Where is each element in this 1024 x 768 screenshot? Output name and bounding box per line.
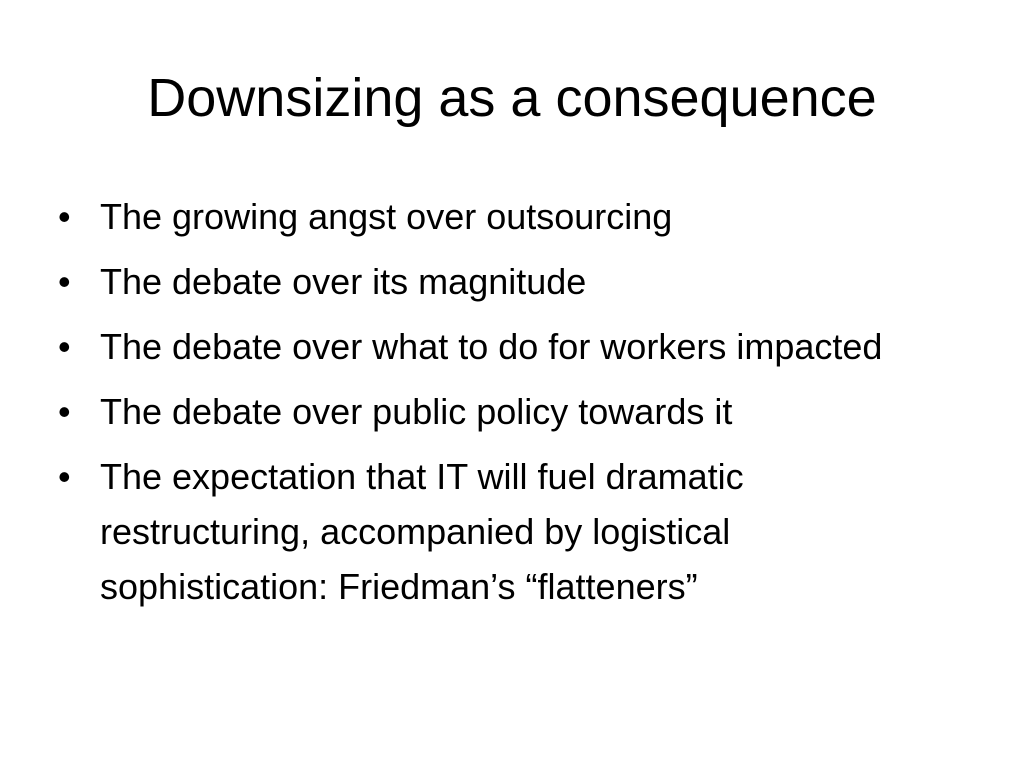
slide-title: Downsizing as a consequence — [147, 68, 877, 128]
bullet-text: The debate over its magnitude — [100, 261, 587, 302]
bullet-dot: • — [58, 391, 71, 432]
bullet-text: The expectation that IT will fuel dramatic restructuring, accompanied by logistical sophistication: Friedman’s “flatteners” — [100, 456, 744, 607]
bullet-dot: • — [58, 326, 71, 367]
bullet-list — [56, 189, 936, 624]
bullet-item — [56, 254, 936, 309]
bullet-item — [56, 449, 936, 614]
bullet-dot: • — [58, 196, 71, 237]
bullet-text: The debate over public policy towards it — [100, 391, 733, 432]
bullet-item — [56, 319, 936, 374]
bullet-text: The growing angst over outsourcing — [100, 196, 673, 237]
bullet-text: The debate over what to do for workers impacted — [100, 326, 883, 367]
bullet-item — [56, 189, 936, 244]
bullet-item — [56, 384, 936, 439]
bullet-dot: • — [58, 456, 71, 497]
bullet-dot: • — [58, 261, 71, 302]
